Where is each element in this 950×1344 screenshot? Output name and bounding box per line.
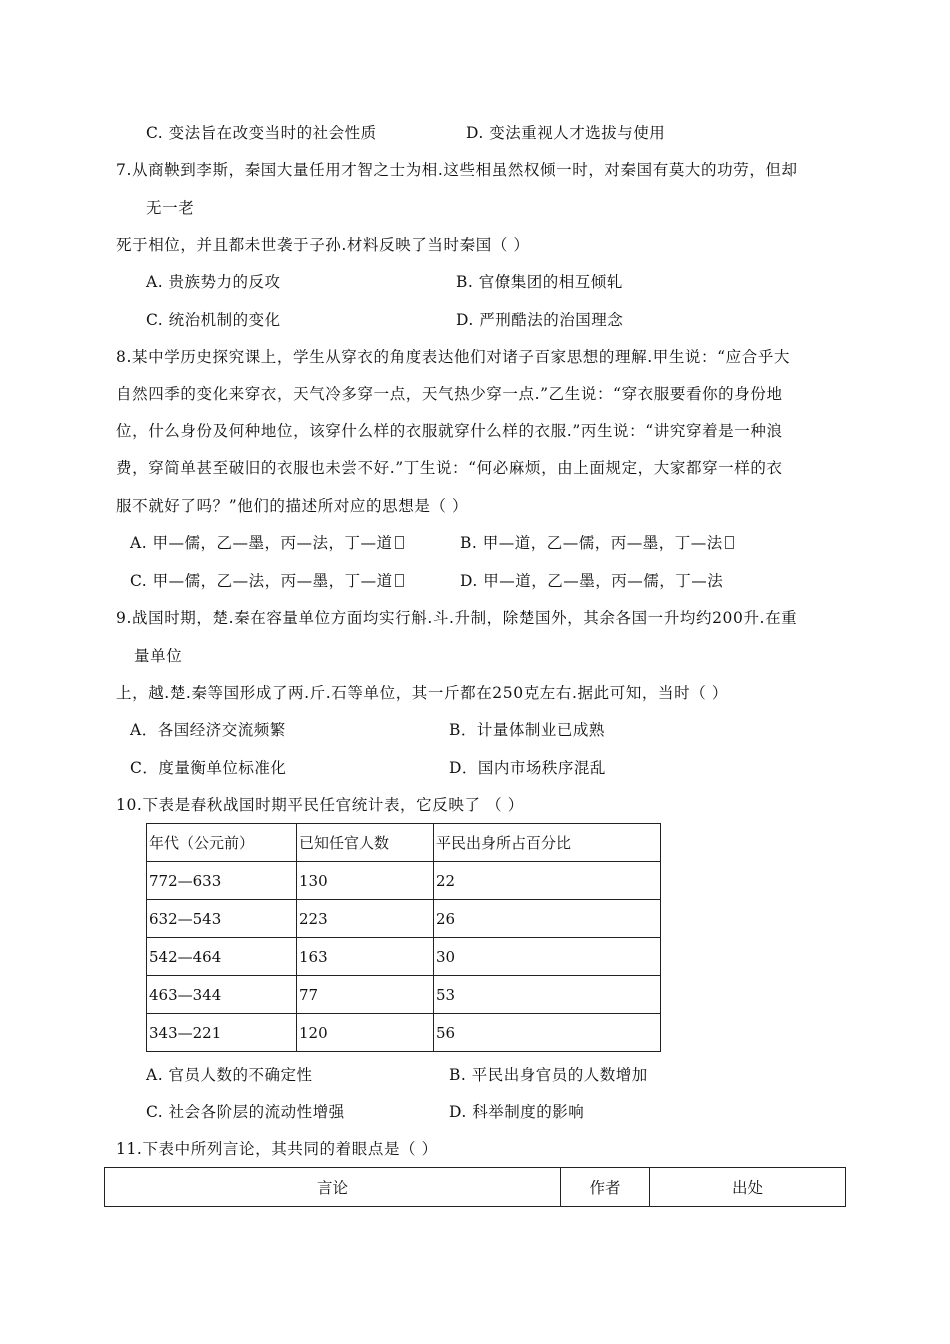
q6-option-c: C. 变法旨在改变当时的社会性质: [146, 124, 377, 142]
q8-stem-line4: 费，穿简单甚至破旧的衣服也未尝不好.”丁生说：“何必麻烦，由上面规定，大家都穿一样的衣: [116, 459, 783, 477]
table-row: [147, 976, 661, 1014]
officials-statistics-table: [146, 823, 661, 1052]
q8-option-a: [130, 533, 404, 553]
q8-stem-line2: 自然四季的变化来穿衣，天气冷多穿一点，天气热少穿一点.”乙生说：“穿衣服要看你的身份地: [116, 385, 783, 403]
table-cell: 163: [297, 938, 434, 976]
q11-stem-line1: 11.下表中所列言论，其共同的着眼点是（ ）: [116, 1140, 438, 1158]
table-cell: 120: [297, 1014, 434, 1052]
table-cell: 77: [297, 976, 434, 1014]
table-header-row: [147, 824, 661, 862]
table-cell: 53: [434, 976, 661, 1014]
q8-option-a-text: A. 甲—儒，乙—墨，丙—法，丁—道: [130, 534, 393, 552]
q7-option-a: A. 贵族势力的反攻: [146, 273, 281, 291]
q8-option-b: [460, 533, 734, 553]
q7-stem-line3: 死于相位，并且都未世袭于子孙.材料反映了当时秦国（ ）: [116, 236, 530, 254]
q7-option-b: B. 官僚集团的相互倾轧: [456, 273, 623, 291]
table-cell: 343—221: [147, 1014, 297, 1052]
table-cell: 772—633: [147, 862, 297, 900]
q9-stem-line1: 9.战国时期，楚.秦在容量单位方面均实行斛.斗.升制，除楚国外，其余各国一升均约200升.在重: [116, 609, 798, 627]
table-cell: 463—344: [147, 976, 297, 1014]
header-cell-count: 已知任官人数: [297, 824, 434, 862]
q8-option-c: [130, 571, 404, 591]
q8-stem-line3: 位，什么身份及何种地位，该穿什么样的衣服就穿什么样的衣服.”丙生说：“讲究穿着是一种浪: [116, 422, 783, 440]
q9-option-c: C．度量衡单位标准化: [130, 759, 287, 777]
table-cell: 26: [434, 900, 661, 938]
q7-option-c: C. 统治机制的变化: [146, 311, 281, 329]
q10-option-c: C. 社会各阶层的流动性增强: [146, 1103, 345, 1121]
q9-option-a: A．各国经济交流频繁: [130, 721, 286, 739]
q8-stem-line1: 8.某中学历史探究课上，学生从穿衣的角度表达他们对诸子百家思想的理解.甲生说：“应合乎大: [116, 348, 791, 366]
header-cell-percent: 平民出身所占百分比: [434, 824, 661, 862]
table-cell: 22: [434, 862, 661, 900]
table-row: [147, 1014, 661, 1052]
q7-stem-line1: 7.从商鞅到李斯，秦国大量任用才智之士为相.这些相虽然权倾一时，对秦国有莫大的功劳，但却: [116, 161, 798, 179]
table-row: [147, 900, 661, 938]
q9-option-b: B．计量体制业已成熟: [449, 721, 605, 739]
q9-option-d: D．国内市场秩序混乱: [449, 759, 606, 777]
table-cell: 130: [297, 862, 434, 900]
q10-option-d: D. 科举制度的影响: [449, 1103, 585, 1121]
table-cell: 56: [434, 1014, 661, 1052]
q10-option-b: B. 平民出身官员的人数增加: [449, 1066, 648, 1084]
table-cell: 223: [297, 900, 434, 938]
q10-option-a: A. 官员人数的不确定性: [146, 1066, 313, 1084]
q9-stem-line2: 量单位: [134, 647, 183, 665]
missing-glyph-box: [725, 536, 734, 549]
q7-stem-line2: 无一老: [146, 199, 195, 217]
q9-stem-line3: 上，越.楚.秦等国形成了两.斤.石等单位，其一斤都在250克左右.据此可知，当时（ ）: [116, 684, 728, 702]
table-row: [147, 862, 661, 900]
q10-stem-line1: 10.下表是春秋战国时期平民任官统计表，它反映了 （ ）: [116, 796, 524, 814]
table-header-row: [105, 1168, 846, 1207]
q6-option-d: D. 变法重视人才选拔与使用: [466, 124, 666, 142]
header-cell-source: 出处: [650, 1168, 846, 1207]
table-cell: 542—464: [147, 938, 297, 976]
q8-option-d: D. 甲—道，乙—墨，丙—儒，丁—法: [460, 572, 724, 590]
header-cell-author: 作者: [561, 1168, 650, 1207]
table-row: [147, 938, 661, 976]
missing-glyph-box: [395, 574, 404, 587]
q7-option-d: D. 严刑酷法的治国理念: [456, 311, 624, 329]
table-cell: 30: [434, 938, 661, 976]
quotes-table: [104, 1167, 846, 1207]
header-cell-era: 年代（公元前）: [147, 824, 297, 862]
header-cell-quote: 言论: [105, 1168, 561, 1207]
missing-glyph-box: [395, 536, 404, 549]
table-cell: 632—543: [147, 900, 297, 938]
q8-option-c-text: C. 甲—儒，乙—法，丙—墨，丁—道: [130, 572, 393, 590]
q8-option-b-text: B. 甲—道，乙—儒，丙—墨，丁—法: [460, 534, 723, 552]
q8-stem-line5: 服不就好了吗？”他们的描述所对应的思想是（ ）: [116, 497, 469, 515]
